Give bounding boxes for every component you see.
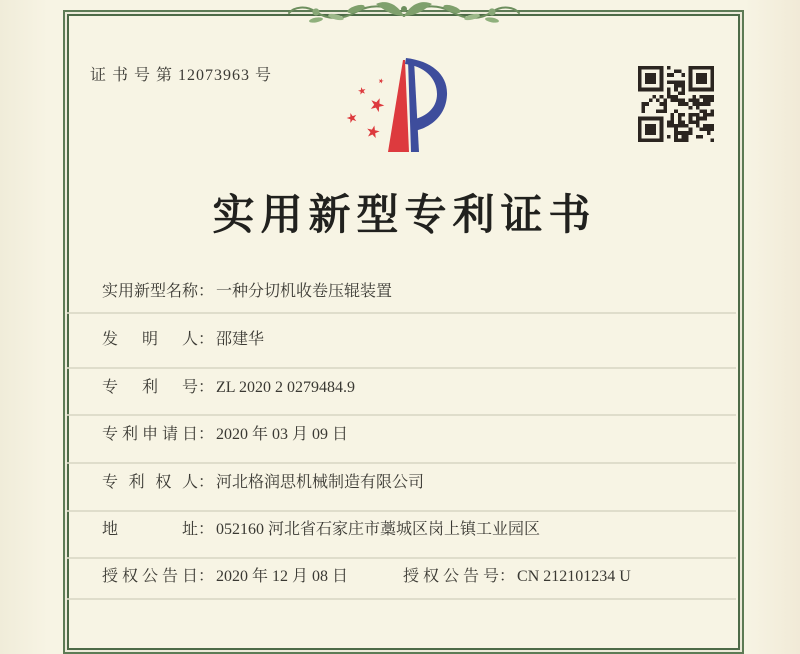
certificate-title: 实用新型专利证书 <box>212 193 597 239</box>
cnipa-patent-logo-icon <box>344 56 450 156</box>
p-mark <box>388 58 447 152</box>
field-value: 2020 年 03 月 09 日 <box>216 426 349 443</box>
field-row-inventor <box>102 329 722 350</box>
grant-number-pair <box>403 566 631 587</box>
field-row-grant-date <box>102 566 722 587</box>
field-value: 2020 年 12 月 08 日 <box>216 568 349 585</box>
colon: ： <box>198 426 215 443</box>
field-label: 授权公告日 <box>102 568 198 585</box>
colon: ： <box>198 521 215 538</box>
field-label: 专利号 <box>102 379 198 396</box>
field-row-patentee <box>102 472 722 493</box>
colon: ： <box>198 331 215 348</box>
colon: ： <box>198 283 215 300</box>
field-label: 地址 <box>102 521 198 538</box>
field-value: 052160 河北省石家庄市藁城区岗上镇工业园区 <box>216 521 541 538</box>
field-row-filing-date <box>102 424 722 445</box>
star-icons <box>346 78 387 139</box>
field-value: 邵建华 <box>216 331 265 348</box>
field-row-patent-number <box>102 377 722 398</box>
field-label: 实用新型名称 <box>102 283 199 300</box>
field-value: CN 212101234 U <box>517 568 631 585</box>
field-value: 河北格润思机械制造有限公司 <box>216 474 425 491</box>
colon: ： <box>499 568 516 585</box>
row-separator <box>67 367 736 369</box>
certificate-number: 证 书 号 第 12073963 号 <box>90 67 273 84</box>
field-value: 一种分切机收卷压辊装置 <box>216 283 393 300</box>
colon: ： <box>198 474 215 491</box>
field-label: 专利申请日 <box>102 426 198 443</box>
floral-flourish-icon <box>284 0 524 30</box>
colon: ： <box>198 379 215 396</box>
field-value: ZL 2020 2 0279484.9 <box>216 379 355 396</box>
field-label: 专利权人 <box>102 474 198 491</box>
field-row-address <box>102 519 722 540</box>
qr-code <box>638 66 714 142</box>
field-row-utility-model-name <box>102 281 722 302</box>
row-separator <box>67 510 736 512</box>
row-separator <box>67 557 736 559</box>
row-separator <box>67 312 736 314</box>
field-label: 授权公告号 <box>403 568 499 585</box>
row-separator <box>67 462 736 464</box>
field-label: 发明人 <box>102 331 198 348</box>
row-separator <box>67 414 736 416</box>
colon: ： <box>198 568 215 585</box>
